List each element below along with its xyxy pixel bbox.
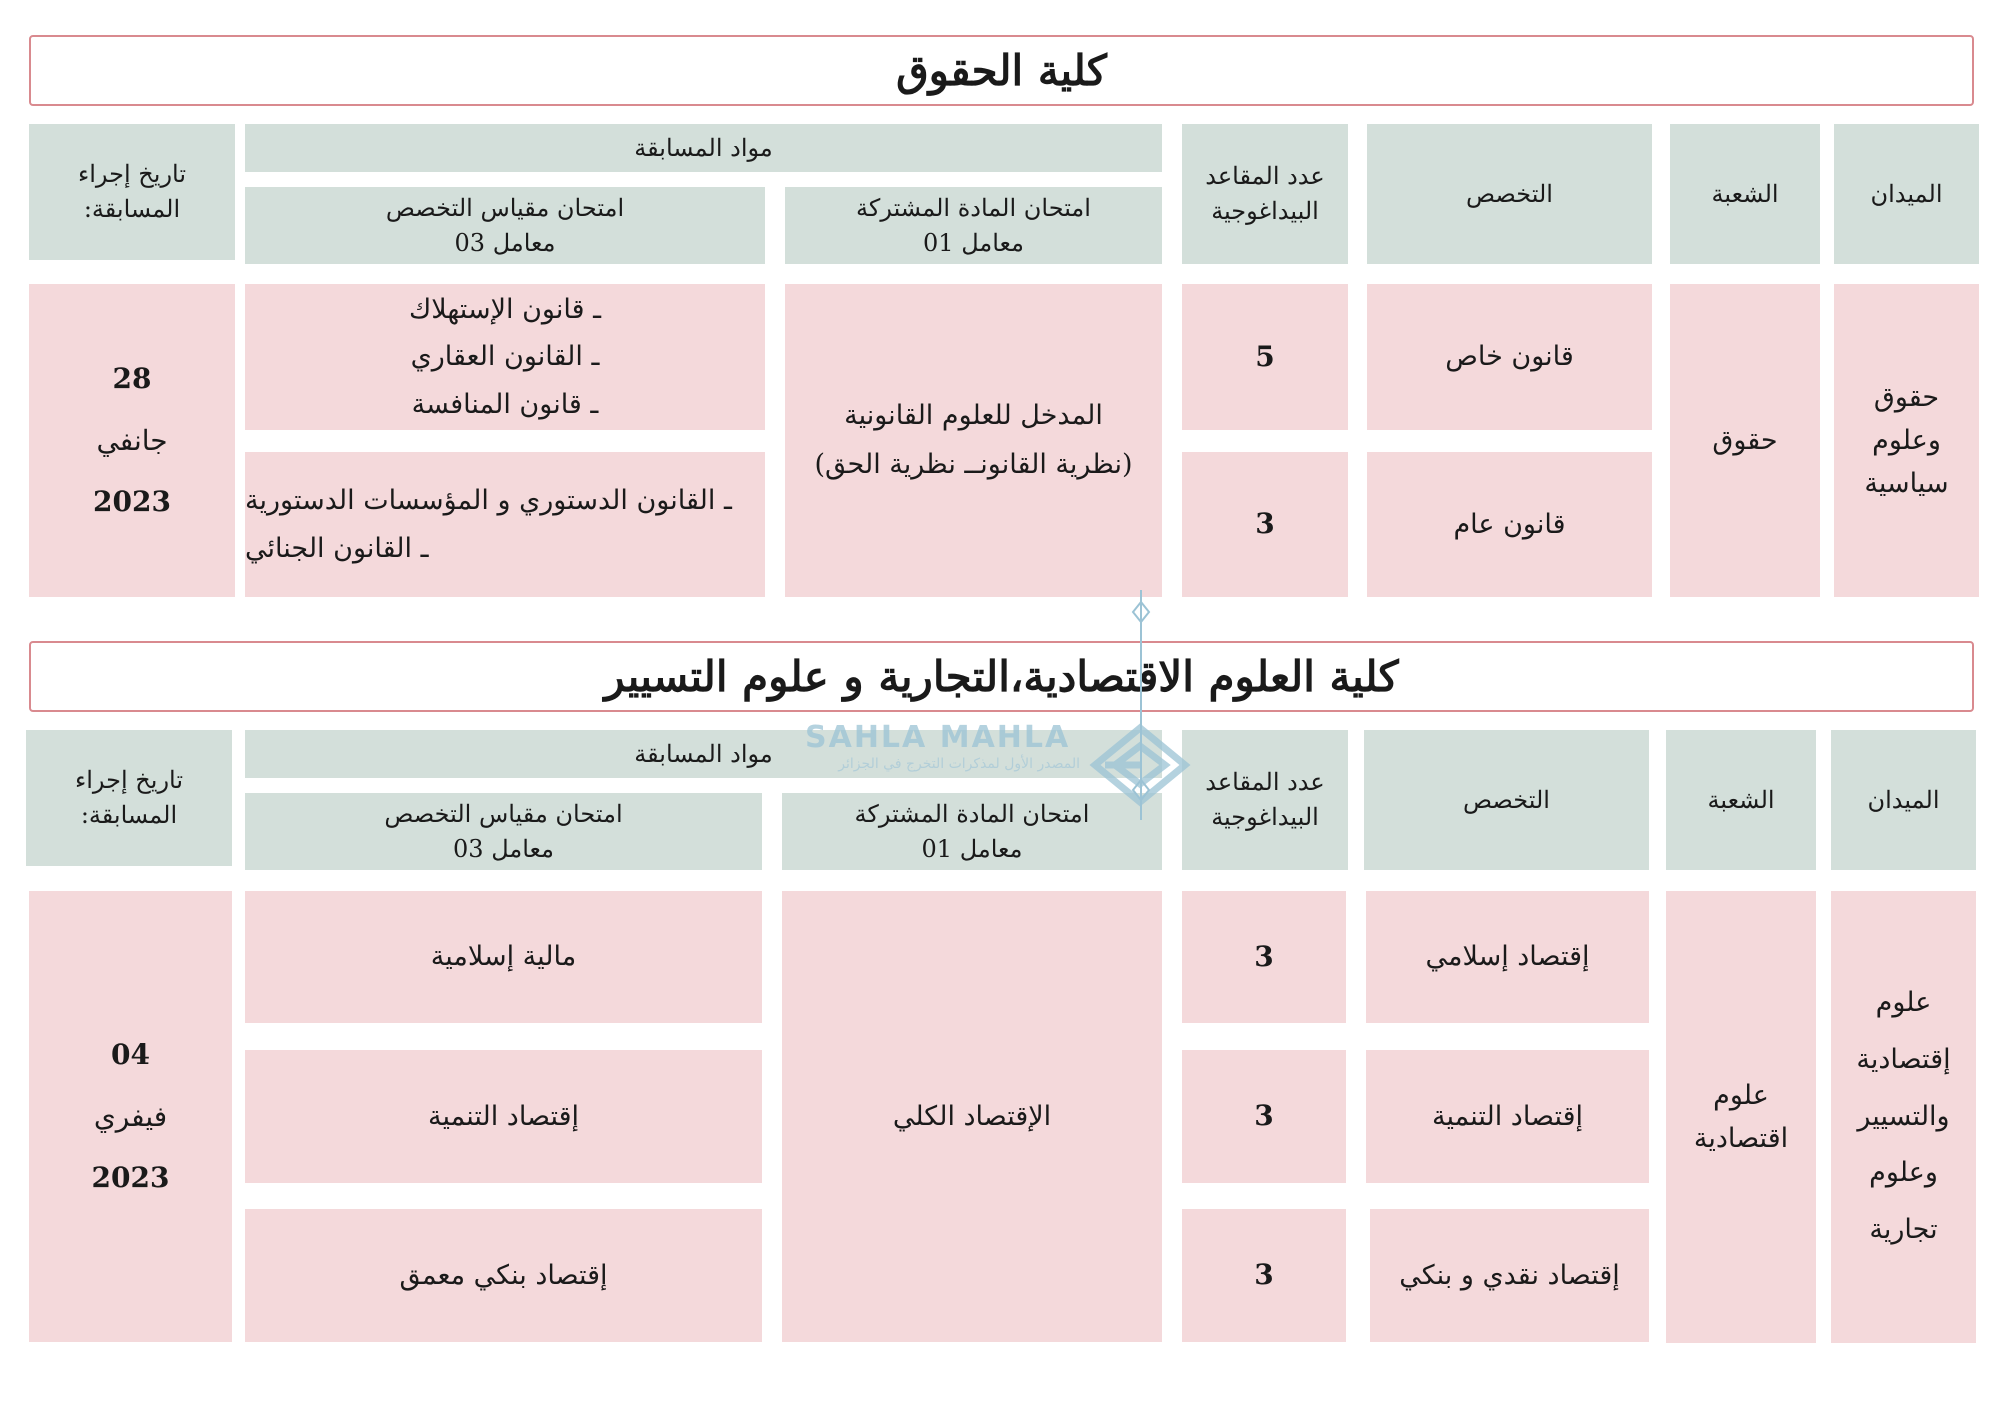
header-subjects: مواد المسابقة xyxy=(245,124,1162,172)
seats-cell: 3 xyxy=(1182,452,1348,597)
specialty-cell: إقتصاد إسلامي xyxy=(1366,891,1649,1023)
seats-cell: 3 xyxy=(1182,1209,1346,1342)
section-title: كلية الحقوق xyxy=(29,35,1974,106)
spec-subjects-cell xyxy=(245,284,765,430)
spec-subjects-cell: مالية إسلامية xyxy=(245,891,762,1023)
header-subjects: مواد المسابقة xyxy=(245,730,1162,778)
branch-cell: علوم اقتصادية xyxy=(1666,891,1816,1343)
list-item: ـ القانون العقاري xyxy=(411,333,600,380)
header-branch: الشعبة xyxy=(1670,124,1820,264)
specialty-cell: إقتصاد نقدي و بنكي xyxy=(1370,1209,1649,1342)
header-specialty: التخصص xyxy=(1367,124,1652,264)
section-title: كلية العلوم الاقتصادية،التجارية و علوم التسيير xyxy=(29,641,1974,712)
header-spec-exam: امتحان مقياس التخصص معامل 03 xyxy=(245,793,762,870)
header-common-exam: امتحان المادة المشتركة معامل 01 xyxy=(782,793,1162,870)
specialty-cell: قانون خاص xyxy=(1367,284,1652,430)
list-item: ـ قانون المنافسة xyxy=(412,381,599,428)
seats-cell: 5 xyxy=(1182,284,1348,430)
list-item: ـ القانون الجنائي xyxy=(245,525,429,572)
spec-subjects-cell: إقتصاد بنكي معمق xyxy=(245,1209,762,1342)
date-cell: 04 فيفري 2023 xyxy=(29,891,232,1342)
header-field: الميدان xyxy=(1831,730,1976,870)
spec-subjects-cell xyxy=(245,452,765,597)
date-cell: 28 جانفي 2023 xyxy=(29,284,235,597)
field-cell: حقوق وعلوم سياسية xyxy=(1834,284,1979,597)
branch-cell: حقوق xyxy=(1670,284,1820,597)
seats-cell: 3 xyxy=(1182,891,1346,1023)
spec-subjects-cell: إقتصاد التنمية xyxy=(245,1050,762,1183)
list-item: ـ قانون الإستهلاك xyxy=(409,286,601,333)
header-seats: عدد المقاعد البيداغوجية xyxy=(1182,730,1348,870)
header-field: الميدان xyxy=(1834,124,1979,264)
header-spec-exam: امتحان مقياس التخصص معامل 03 xyxy=(245,187,765,264)
header-branch: الشعبة xyxy=(1666,730,1816,870)
header-date: تاريخ إجراء المسابقة: xyxy=(26,730,232,866)
field-cell: علوم إقتصادية والتسيير وعلوم تجارية xyxy=(1831,891,1976,1343)
seats-cell: 3 xyxy=(1182,1050,1346,1183)
specialty-cell: قانون عام xyxy=(1367,452,1652,597)
common-subject-cell: المدخل للعلوم القانونية (نظرية القانونــ نظرية الحق) xyxy=(785,284,1162,597)
watermark-tagline: المصدر الأول لمذكرات التخرج في الجزائر xyxy=(838,756,1080,772)
specialty-cell: إقتصاد التنمية xyxy=(1366,1050,1649,1183)
header-date: تاريخ إجراء المسابقة: xyxy=(29,124,235,260)
watermark-name: SAHLA MAHLA xyxy=(805,720,1071,755)
header-seats: عدد المقاعد البيداغوجية xyxy=(1182,124,1348,264)
common-subject-cell: الإقتصاد الكلي xyxy=(782,891,1162,1342)
header-specialty: التخصص xyxy=(1364,730,1649,870)
watermark-line-icon xyxy=(1129,590,1153,820)
header-common-exam: امتحان المادة المشتركة معامل 01 xyxy=(785,187,1162,264)
list-item: ـ القانون الدستوري و المؤسسات الدستورية xyxy=(245,477,732,524)
